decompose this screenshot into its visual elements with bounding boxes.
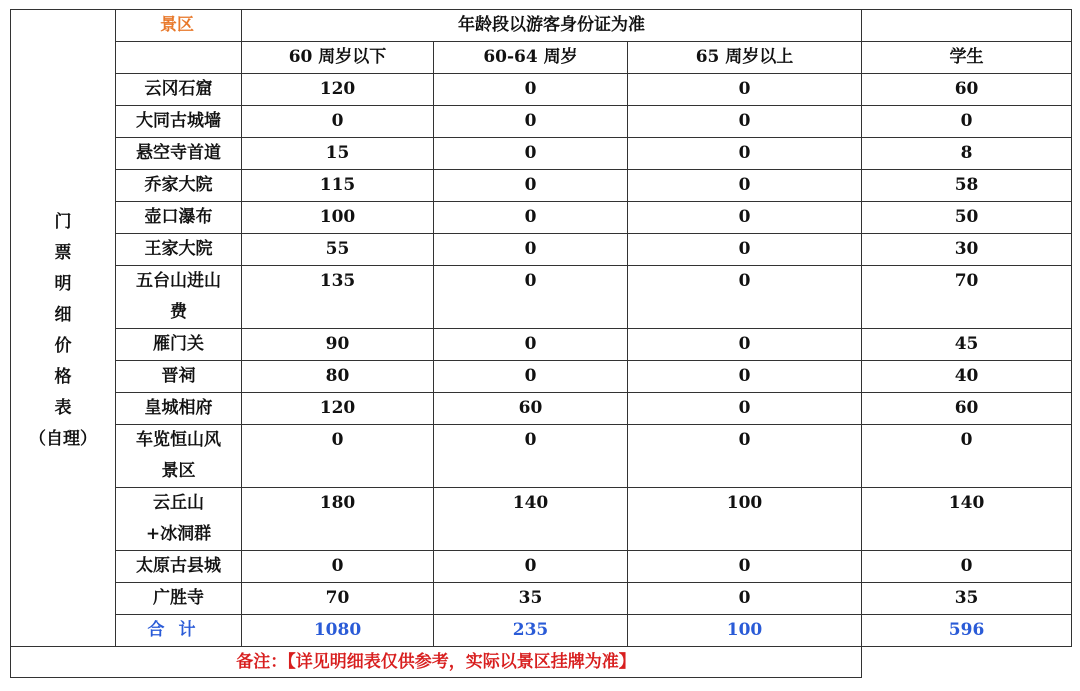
venue-name: 广胜寺	[153, 588, 204, 608]
total-cell: 1080	[242, 615, 434, 647]
price-cell: 0	[862, 551, 1072, 583]
venue-name: 乔家大院	[144, 175, 213, 195]
table-row	[11, 170, 1072, 202]
price-cell: 0	[628, 583, 862, 615]
venue-header: 景区	[116, 10, 242, 42]
price-cell: 15	[242, 138, 434, 170]
venue-name: 皇城相府	[144, 398, 213, 418]
price-cell: 0	[628, 425, 862, 488]
price-cell: 35	[862, 583, 1072, 615]
venue-name-cell	[116, 234, 242, 266]
price-cell: 0	[862, 106, 1072, 138]
table-row	[11, 266, 1072, 329]
price-cell: 0	[628, 74, 862, 106]
age-group-header: 年龄段以游客身份证为准	[242, 10, 862, 42]
price-cell: 35	[434, 583, 628, 615]
price-cell: 70	[242, 583, 434, 615]
price-cell: 0	[242, 425, 434, 488]
price-cell: 120	[242, 74, 434, 106]
side-title-char: 表	[54, 398, 72, 418]
price-cell: 55	[242, 234, 434, 266]
venue-name-cell	[116, 393, 242, 425]
table-row	[11, 551, 1072, 583]
price-cell: 115	[242, 170, 434, 202]
price-cell: 0	[434, 425, 628, 488]
side-title-char: 明	[54, 274, 72, 294]
table-body	[11, 10, 1072, 678]
price-cell: 0	[434, 329, 628, 361]
venue-name: 车览恒山风	[136, 430, 221, 450]
price-cell: 100	[628, 488, 862, 551]
table-row	[11, 329, 1072, 361]
venue-name: 云冈石窟	[144, 79, 213, 99]
empty-header-cell	[862, 10, 1072, 42]
price-cell: 0	[434, 551, 628, 583]
table-row	[11, 583, 1072, 615]
table-row	[11, 74, 1072, 106]
price-cell: 140	[862, 488, 1072, 551]
venue-name-cell	[116, 361, 242, 393]
venue-name: +冰洞群	[145, 524, 212, 544]
table-row	[11, 234, 1072, 266]
price-cell: 0	[434, 106, 628, 138]
price-cell: 30	[862, 234, 1072, 266]
price-cell: 0	[628, 329, 862, 361]
venue-name: 雁门关	[153, 334, 204, 354]
price-cell: 45	[862, 329, 1072, 361]
column-header: 60 周岁以下	[242, 42, 434, 74]
side-title-char: 格	[54, 367, 72, 387]
price-cell: 0	[628, 551, 862, 583]
price-cell: 0	[434, 74, 628, 106]
price-cell: 58	[862, 170, 1072, 202]
venue-name-cell	[116, 74, 242, 106]
table-row	[11, 138, 1072, 170]
table-row	[11, 425, 1072, 488]
price-cell: 90	[242, 329, 434, 361]
empty-venue-subheader	[116, 42, 242, 74]
table-row	[11, 488, 1072, 551]
side-title-char: 细	[54, 305, 72, 325]
price-cell: 0	[434, 361, 628, 393]
side-title-char: 门	[54, 212, 72, 232]
price-cell: 0	[628, 106, 862, 138]
price-cell: 60	[862, 393, 1072, 425]
venue-name-cell	[116, 170, 242, 202]
column-header: 学生	[862, 42, 1072, 74]
price-cell: 0	[242, 106, 434, 138]
column-header: 60-64 周岁	[434, 42, 628, 74]
ticket-price-table	[10, 9, 1072, 678]
total-cell: 235	[434, 615, 628, 647]
note-row	[11, 647, 1072, 678]
venue-name-cell	[116, 551, 242, 583]
venue-name: 王家大院	[144, 239, 213, 259]
venue-name-cell	[116, 106, 242, 138]
venue-name: 费	[170, 302, 187, 322]
total-label: 合计	[116, 615, 242, 647]
venue-name-cell	[116, 425, 242, 488]
venue-name-cell	[116, 329, 242, 361]
venue-name-cell	[116, 202, 242, 234]
venue-name: 晋祠	[161, 366, 196, 386]
table-row	[11, 361, 1072, 393]
venue-name-cell	[116, 488, 242, 551]
price-cell: 120	[242, 393, 434, 425]
price-cell: 135	[242, 266, 434, 329]
table-row	[11, 106, 1072, 138]
price-cell: 0	[434, 234, 628, 266]
total-row	[11, 615, 1072, 647]
side-title	[11, 10, 116, 647]
price-cell: 0	[628, 170, 862, 202]
price-cell: 0	[434, 170, 628, 202]
venue-name: 壶口瀑布	[144, 207, 213, 227]
side-title-char: 票	[54, 243, 72, 263]
side-title-char: （自理）	[29, 429, 97, 449]
header-row-2	[11, 42, 1072, 74]
venue-name-cell	[116, 583, 242, 615]
price-cell: 0	[434, 202, 628, 234]
venue-name: 大同古城墙	[136, 111, 221, 131]
price-cell: 70	[862, 266, 1072, 329]
venue-name-cell	[116, 138, 242, 170]
header-row-1	[11, 10, 1072, 42]
price-cell: 0	[628, 234, 862, 266]
table-row	[11, 393, 1072, 425]
price-cell: 0	[628, 266, 862, 329]
venue-name: 太原古县城	[136, 556, 221, 576]
venue-name: 悬空寺首道	[136, 143, 221, 163]
price-cell: 0	[628, 361, 862, 393]
price-cell: 80	[242, 361, 434, 393]
price-cell: 0	[628, 138, 862, 170]
note-text: 备注：【详见明细表仅供参考，实际以景区挂牌为准】	[11, 647, 862, 678]
venue-name: 五台山进山	[136, 271, 221, 291]
venue-name: 云丘山	[153, 493, 204, 513]
price-cell: 60	[862, 74, 1072, 106]
price-cell: 180	[242, 488, 434, 551]
column-header: 65 周岁以上	[628, 42, 862, 74]
price-cell: 0	[628, 393, 862, 425]
price-cell: 0	[434, 266, 628, 329]
table-row	[11, 202, 1072, 234]
price-cell: 0	[862, 425, 1072, 488]
price-cell: 0	[434, 138, 628, 170]
price-cell: 60	[434, 393, 628, 425]
side-title-char: 价	[54, 336, 72, 356]
price-cell: 40	[862, 361, 1072, 393]
total-cell: 100	[628, 615, 862, 647]
venue-name-cell	[116, 266, 242, 329]
price-cell: 50	[862, 202, 1072, 234]
venue-name: 景区	[161, 461, 196, 481]
price-cell: 8	[862, 138, 1072, 170]
total-cell: 596	[862, 615, 1072, 647]
price-cell: 140	[434, 488, 628, 551]
price-cell: 0	[628, 202, 862, 234]
price-cell: 0	[242, 551, 434, 583]
price-cell: 100	[242, 202, 434, 234]
